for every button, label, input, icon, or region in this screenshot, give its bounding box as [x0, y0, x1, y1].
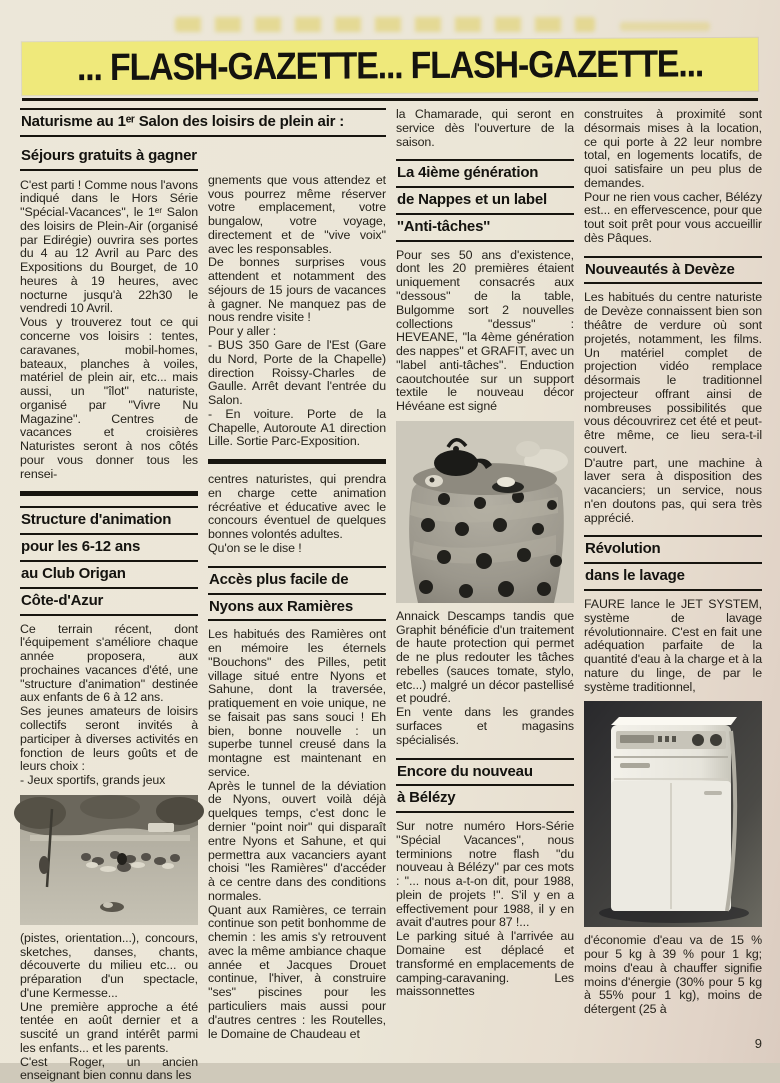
- paragraph: Vous y trouverez tout ce qui concerne vos loisirs : tentes, caravanes, mobil-homes, bateaux, planches à voiles, matériel de plein air, etc... mais aussi, un ''îlot'' naturiste, organisé par ''Vivre Nu Magazine''. Centres de vacances et croisières Naturistes seront à nos côtés pour vous donner tous les rensei-: [20, 315, 198, 481]
- paragraph: C'est parti ! Comme nous l'avons indiqué dans le Hors Série ''Spécial-Vacances'', le 1ᵉʳ Salon des loisirs de Plein-Air (organisé par Edirégie) ouvrira ses portes du 4 au 12 Avril au Parc des Expositions du Bourget, de 10 heures à 19 heures, avec nocturne jusqu'à 22h30 le vendredi 10 Avril.: [20, 177, 198, 316]
- headline-animation-line3: au Club Origan: [20, 562, 198, 589]
- paragraph: FAURE lance le JET SYSTEM, système de lavage révolutionnaire. C'est en fait une adéquation parfaite de la quantité d'eau à la charge et à la nature du linge, de par le système traditionnel,: [584, 597, 762, 694]
- page-number: 9: [754, 1036, 762, 1051]
- paragraph: Ce terrain récent, dont l'équipement s'améliore chaque année proposera, aux prochaines vacances d'été, une ''structure d'animation'' destinée aux enfants de 6 à 12 ans.: [20, 621, 198, 705]
- paragraph: la Chamarade, qui seront en service dès l'ouverture de la saison.: [396, 107, 574, 149]
- paragraph: Sur notre numéro Hors-Série ''Spécial Vacances'', nous terminions notre flash ''du nouveau à Bélézy'' par ces mots : ''... nous a-t-on dit, pour 1988, plein de projets !''. S'il y en a effectivement pour 1988, il y en avait d'autres pour 87 !...: [396, 819, 574, 930]
- section-divider: [20, 491, 198, 496]
- paragraph: Pour ne rien vous cacher, Bélézy est... en effervescence, pour que tout soit prêt pour vous accueillir dès Pâques.: [584, 189, 762, 245]
- article-lavage-headline-block: [584, 535, 762, 591]
- section-divider: [208, 459, 386, 464]
- subhead-sejours-gratuits: Séjours gratuits à gagner: [20, 144, 198, 171]
- banner-title: ... FLASH-GAZETTE... FLASH-GAZETTE...: [76, 42, 704, 90]
- article-grid: [20, 107, 764, 1083]
- paragraph: Pour ses 50 ans d'existence, dont les 20 premières étaient uniquement consacrés aux ''dessous'' de la table, Bulgomme sort 2 nouvelles collections ''dessus'' : HEVEANE, ''la 4ème génération des nappes'' et GRAFIT, avec un ''label anti-tâches''. Enduction caoutchoutée sur un support textile le nouveau décor Hévéane est signé: [396, 247, 574, 414]
- headline-naturisme: Naturisme au 1ᵉʳ Salon des loisirs de plein air :: [20, 110, 386, 137]
- paragraph: Après le tunnel de la déviation de Nyons, ouvert voilà déjà quelques temps, c'est donc le dernier ''point noir'' qui disparaît entre Nyons et Sahune, et qui permettra aux vacanciers ayant choisi ''les Ramières'' d'accéder à ce centre dans des conditions normales.: [208, 778, 386, 903]
- paragraph: De bonnes surprises vous attendent et notamment des séjours de 15 jours de vacances à gagner. Ne manquez pas de nous rendre visite !: [208, 255, 386, 325]
- paragraph: Pour y aller :: [208, 324, 277, 339]
- column-4: [584, 108, 762, 1083]
- headline-deveze: Nouveautés à Devèze: [584, 258, 762, 285]
- article-ramieres-headline-block: [208, 566, 386, 622]
- polka-dot-tablecloth-with-teapot-photo: [396, 421, 574, 603]
- paragraph: D'autre part, une machine à laver sera à disposition des vacanciers; un service, nous n'en doutons pas, qui sera très apprécié.: [584, 455, 762, 525]
- headline-lavage-line1: Révolution: [584, 537, 762, 564]
- article-deveze-headline-block: [584, 256, 762, 285]
- paragraph: Ses jeunes amateurs de loisirs collectifs seront invités à participer à diverses activités en fonction de leurs goûts et de leurs choix :: [20, 704, 198, 774]
- paragraph: Qu'on se le dise !: [208, 540, 302, 555]
- headline-ramieres-line1: Accès plus facile de: [208, 568, 386, 595]
- paragraph: - En voiture. Porte de la Chapelle, Autoroute A1 direction Lille. Sortie Parc-Exposition.: [208, 406, 386, 449]
- paragraph: Le parking situé à l'arrivée au Domaine est déplacé et transformé en emplacements de camping-caravaning. Les maissonnettes: [396, 929, 574, 999]
- paragraph: - BUS 350 Gare de l'Est (Gare du Nord, Porte de la Chapelle) direction Roissy-Charles de Gaulle. Arrêt devant l'entrée du Salon.: [208, 337, 386, 408]
- headline-lavage-line2: dans le lavage: [584, 564, 762, 591]
- headline-animation-line4: Côte-d'Azur: [20, 589, 198, 616]
- print-bleed-artifact: [175, 17, 595, 32]
- print-bleed-artifact-2: [620, 22, 710, 31]
- article-nappes-headline-block: [396, 159, 574, 241]
- paragraph: Une première approche a été tentée en août dernier et a suscité un grand intérêt parmi les enfants... et les parents.: [20, 999, 198, 1055]
- article-naturisme-headline-block: [20, 108, 386, 144]
- children-playing-in-field-photo: [20, 795, 198, 925]
- flash-gazette-banner: [22, 38, 758, 95]
- article-animation-headline-block: [20, 506, 198, 615]
- article-belezy-headline-block: [396, 758, 574, 814]
- paragraph: Les habitués du centre naturiste de Devèze connaissent bien son théâtre de verdure où sont projetés, notamment, les films. Un matériel complet de projection vidéo remplace désormais le traditionnel projecteur offrant ainsi de nombreuses possibilités que vous découvrirez cet été et peut-être même, ce lieu sera-t-il couvert.: [584, 290, 762, 456]
- column-2: [208, 144, 386, 1083]
- headline-nappes-line1: La 4ième génération: [396, 161, 574, 188]
- washing-machine-photo: [584, 701, 762, 927]
- headline-animation-line1: Structure d'animation: [20, 508, 198, 535]
- headline-belezy-line2: à Bélézy: [396, 786, 574, 813]
- paragraph: En vente dans les grandes surfaces et magasins spécialisés.: [396, 705, 574, 747]
- paragraph: construites à proximité sont désormais mises à la location, ce qui porte à 22 leur nombre total, en logements locatifs, de quoi satisfaire un peu plus de demandes.: [584, 107, 762, 190]
- headline-nappes-line2: de Nappes et un label: [396, 188, 574, 215]
- column-3: [396, 108, 574, 1083]
- paragraph: C'est Roger, un ancien enseignant bien connu dans les: [20, 1054, 198, 1083]
- banner-divider-rule: [22, 98, 758, 101]
- paragraph: centres naturistes, qui prendra en charge cette animation récréative et éducative avec le concours éventuel de quelques bonnes volontés adultes.: [208, 472, 386, 542]
- headline-ramieres-line2: Nyons aux Ramières: [208, 595, 386, 622]
- paragraph: - Jeux sportifs, grands jeux: [20, 773, 166, 788]
- paragraph: (pistes, orientation...), concours, sketches, danses, chants, découverte du milieu etc... ou préparation d'un spectacle, d'une Kermesse...: [20, 930, 198, 1000]
- paragraph: gnements que vous attendez et vous pourrez même réserver votre emplacement, votre bungalow, votre voyage, directement et de ''vive voix'' avec les responsables.: [208, 172, 386, 256]
- paragraph: Annaick Descamps tandis que Graphit bénéficie d'un traitement de haute protection qui permet de ne plus redouter les tâches rebelles (sauces tomate, stylo, etc...) malgré un décor pastellisé et poudré.: [396, 608, 574, 706]
- paragraph: Les habitués des Ramières ont en mémoire les éternels ''Bouchons'' des Pilles, petit village situé entre Nyons et Sahune, dont la traversée, pratiquement en voie unique, ne se faisait pas sans souci ! Eh bien, bonne nouvelle : un superbe tunnel creusé dans la montagne est maintenant en service.: [208, 627, 386, 779]
- paragraph: d'économie d'eau va de 15 % pour 5 kg à 39 % pour 1 kg; moins d'eau à chauffer signifie moins d'énergie (30% pour 5 kg à 55% pour 1 kg), moins de détergent (25 à: [584, 933, 762, 1017]
- column-1: [20, 144, 198, 1083]
- headline-animation-line2: pour les 6-12 ans: [20, 535, 198, 562]
- headline-belezy-line1: Encore du nouveau: [396, 760, 574, 787]
- paragraph: Quant aux Ramières, ce terrain continue son petit bonhomme de chemin : les amis s'y retrouvent avec la même ambiance chaque année et Jacques Drouet continue, l'hiver, à construire ''ses'' piscines pour les particuliers mais aussi pour d'autres centres : les Routelles, le Domaine de Chaudeau et: [208, 902, 386, 1041]
- headline-nappes-line3: ''Anti-tâches'': [396, 215, 574, 242]
